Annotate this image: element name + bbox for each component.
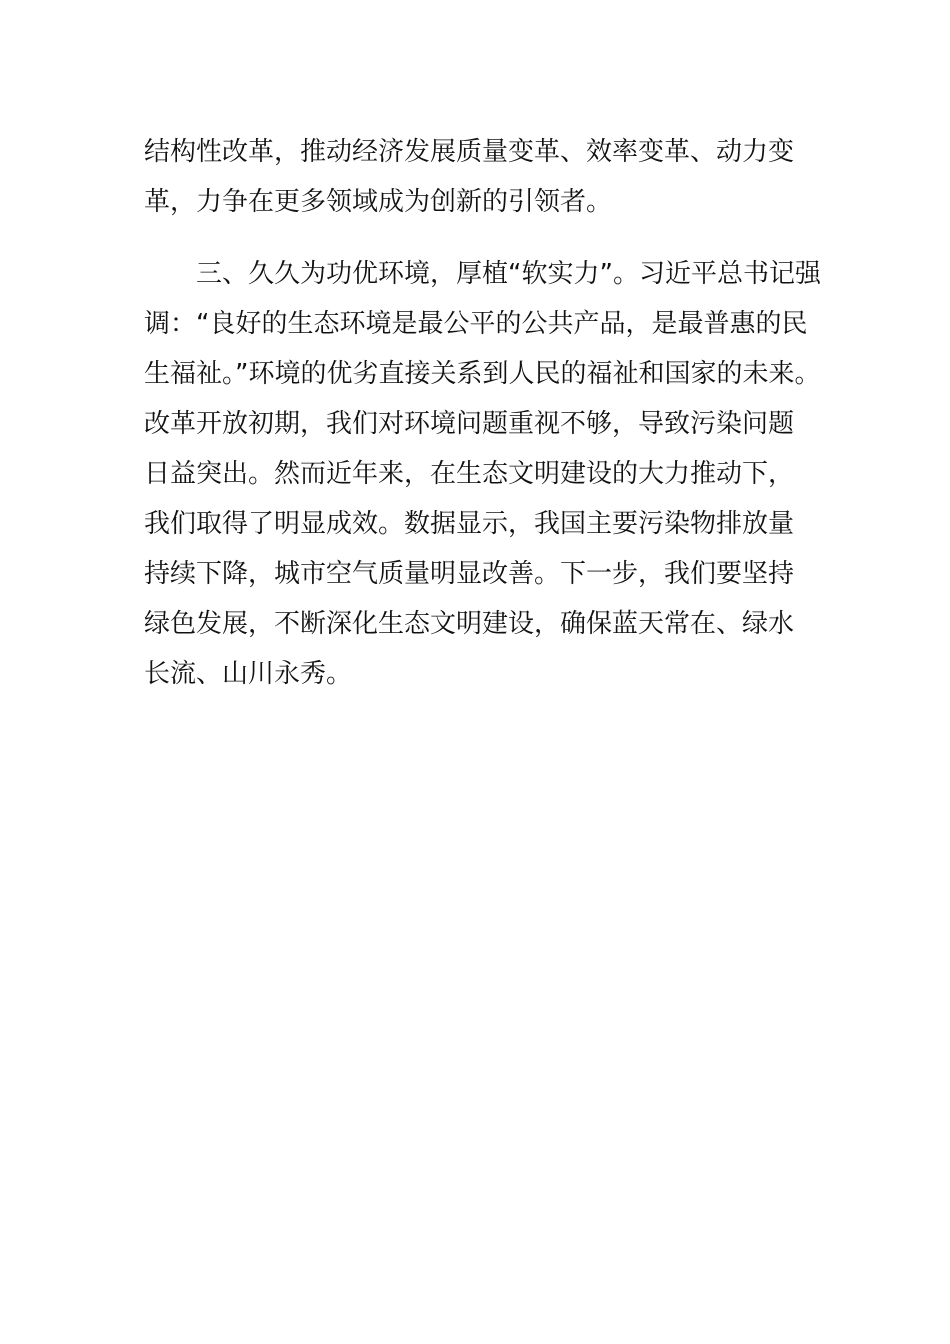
paragraph-1 — [144, 127, 814, 227]
text-line: 三、久久为功优环境，厚植“软实力”。习近平总书记强 — [196, 259, 821, 289]
text-line: 生福祉。”环境的优劣直接关系到人民的福祉和国家的未来。 — [144, 359, 821, 389]
text-line: 结构性改革，推动经济发展质量变革、效率变革、动力变 — [144, 137, 795, 167]
text-line: 绿色发展，不断深化生态文明建设，确保蓝天常在、绿水 — [144, 609, 795, 639]
text-line: 调：“良好的生态环境是最公平的公共产品，是最普惠的民 — [144, 309, 808, 339]
text-line: 日益突出。然而近年来，在生态文明建设的大力推动下， — [144, 459, 795, 489]
paragraph-spacer — [144, 227, 814, 249]
paragraph-2 — [144, 249, 821, 699]
text-line: 长流、山川永秀。 — [144, 659, 353, 689]
text-line: 革，力争在更多领域成为创新的引领者。 — [144, 187, 613, 217]
document-body — [144, 127, 821, 699]
text-line: 我们取得了明显成效。数据显示，我国主要污染物排放量 — [144, 509, 795, 539]
text-line: 持续下降，城市空气质量明显改善。下一步，我们要坚持 — [144, 559, 795, 589]
text-line: 改革开放初期，我们对环境问题重视不够，导致污染问题 — [144, 409, 795, 439]
